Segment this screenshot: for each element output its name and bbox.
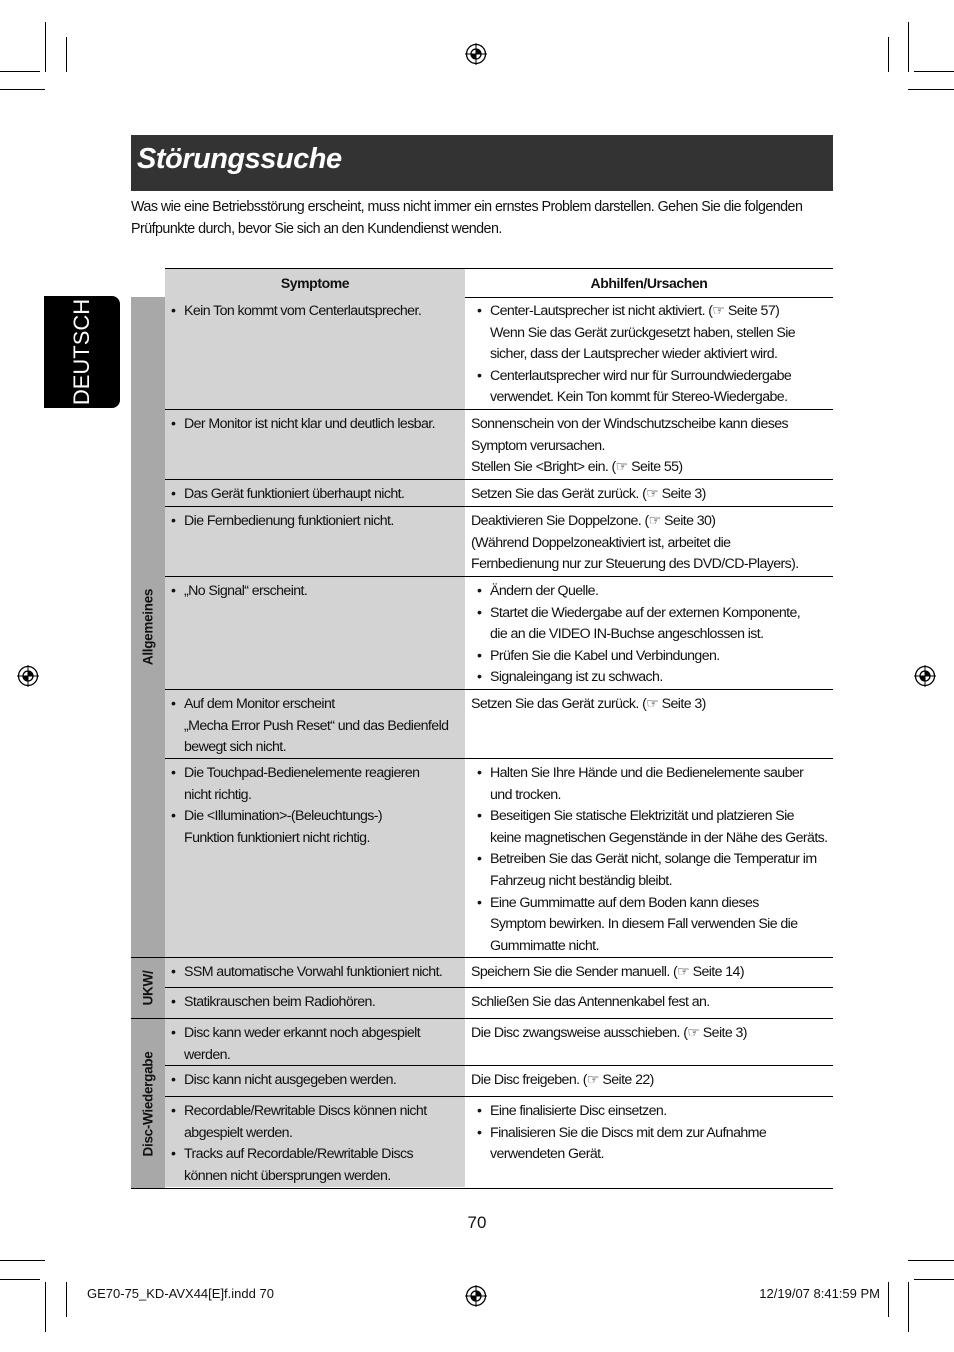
symptom-item: • Tracks auf Recordable/Rewritable Discs können nicht übersprungen werden. xyxy=(165,1144,465,1187)
remedy-item: • Betreiben Sie das Gerät nicht, solange die Temperatur im Fahrzeug nicht beständig bleibt. xyxy=(471,849,833,892)
table-row xyxy=(165,958,833,988)
remedy-cell xyxy=(465,958,833,987)
table-bottom-rule xyxy=(131,1188,833,1189)
remedy-item: Deaktivieren Sie Doppelzone. (☞ Seite 30) (Während Doppelzoneaktiviert ist, arbeitet die Fernbedienung nur zur Steuerung des DVD/CD-Players). xyxy=(471,513,799,573)
remedy-item: • Centerlautsprecher wird nur für Surroundwiedergabe verwendet. Kein Ton kommt für Stereo-Wiedergabe. xyxy=(471,366,833,409)
symptom-item: • Disc kann nicht ausgegeben werden. xyxy=(165,1070,465,1092)
section-label xyxy=(131,297,165,957)
section-label-text: UKW/ xyxy=(140,970,156,1006)
remedy-item: • Halten Sie Ihre Hände und die Bedienelemente sauber und trocken. xyxy=(471,763,833,806)
symptom-cell xyxy=(165,1019,465,1065)
remedy-cell xyxy=(465,297,833,409)
remedy-item: • Finalisieren Sie die Discs mit dem zur Aufnahme verwendeten Gerät. xyxy=(471,1123,833,1166)
crop-mark xyxy=(0,1279,40,1280)
registration-mark-icon xyxy=(465,1285,487,1307)
language-tab xyxy=(44,296,120,408)
crop-mark xyxy=(888,37,889,72)
table-row xyxy=(165,1097,833,1187)
title-bar xyxy=(131,135,833,191)
symptom-item: • SSM automatische Vorwahl funktioniert nicht. xyxy=(165,962,465,984)
crop-mark xyxy=(908,1282,909,1332)
table-row xyxy=(165,690,833,759)
remedy-item: Schließen Sie das Antennenkabel fest an. xyxy=(471,994,710,1010)
table-header xyxy=(165,268,833,298)
symptom-item: • Die Touchpad-Bedienelemente reagieren nicht richtig. xyxy=(165,763,465,806)
remedy-cell xyxy=(465,690,833,758)
crop-mark xyxy=(914,71,954,72)
table-row xyxy=(165,1019,833,1066)
symptom-item: • Recordable/Rewritable Discs können nicht abgespielt werden. xyxy=(165,1101,465,1144)
table-row xyxy=(165,480,833,507)
symptom-cell xyxy=(165,1066,465,1096)
footer-file-info: GE70-75_KD-AVX44[E]f.indd 70 xyxy=(87,1286,274,1301)
remedy-cell xyxy=(465,410,833,479)
remedy-item: • Signaleingang ist zu schwach. xyxy=(471,667,833,689)
remedy-cell xyxy=(465,759,833,957)
remedy-item: Die Disc zwangsweise ausschieben. (☞ Seite 3) xyxy=(471,1025,747,1041)
table-row xyxy=(165,577,833,690)
table-row xyxy=(165,410,833,480)
crop-mark xyxy=(908,1260,954,1261)
header-remedies: Abhilfen/Ursachen xyxy=(590,275,708,291)
remedy-item: • Eine Gummimatte auf dem Boden kann dieses Symptom bewirken. In diesem Fall verwenden Sie die Gummimatte nicht. xyxy=(471,893,833,958)
symptom-item: • Der Monitor ist nicht klar und deutlich lesbar. xyxy=(165,414,465,436)
crop-mark xyxy=(888,1282,889,1317)
crop-mark xyxy=(0,89,45,90)
table-row xyxy=(165,507,833,577)
table-row xyxy=(165,759,833,958)
remedy-item: Setzen Sie das Gerät zurück. (☞ Seite 3) xyxy=(471,486,706,502)
remedy-item: Speichern Sie die Sender manuell. (☞ Seite 14) xyxy=(471,964,744,980)
symptom-item: • Kein Ton kommt vom Centerlautsprecher. xyxy=(165,301,465,323)
remedy-cell xyxy=(465,1066,833,1096)
section-label-text: Disc-Wiedergabe xyxy=(140,1051,156,1156)
symptom-item: • Auf dem Monitor erscheint „Mecha Error Push Reset“ und das Bedienfeld bewegt sich nicht. xyxy=(165,694,465,759)
crop-mark xyxy=(914,1279,954,1280)
symptom-item: • „No Signal“ erscheint. xyxy=(165,581,465,603)
section-label xyxy=(131,958,165,1018)
symptom-item: • Das Gerät funktioniert überhaupt nicht. xyxy=(165,484,465,506)
intro-text: Was wie eine Betriebsstörung erscheint, muss nicht immer ein ernstes Problem darstellen. Gehen Sie die folgenden Prüfpunkte durch, bevor Sie sich an den Kundendienst wenden. xyxy=(131,199,803,237)
crop-mark xyxy=(908,22,909,72)
remedy-item: • Center-Lautsprecher ist nicht aktiviert. (☞ Seite 57) Wenn Sie das Gerät zurückgesetzt haben, stellen Sie sicher, dass der Lautsprecher wieder aktiviert wird. xyxy=(471,301,833,366)
symptom-cell xyxy=(165,480,465,506)
crop-mark xyxy=(908,89,954,90)
remedy-item: • Prüfen Sie die Kabel und Verbindungen. xyxy=(471,646,833,668)
symptom-cell xyxy=(165,988,465,1018)
symptom-cell xyxy=(165,1097,465,1187)
crop-mark xyxy=(45,1282,46,1332)
symptom-cell xyxy=(165,297,465,409)
crop-mark xyxy=(45,22,46,72)
section-label-text: Allgemeines xyxy=(140,588,156,666)
language-tab-label: DEUTSCH xyxy=(69,298,94,406)
footer-timestamp: 12/19/07 8:41:59 PM xyxy=(759,1286,880,1301)
remedy-cell xyxy=(465,1019,833,1065)
symptom-cell xyxy=(165,690,465,758)
symptom-cell xyxy=(165,410,465,479)
crop-mark xyxy=(66,1282,67,1317)
remedy-cell xyxy=(465,988,833,1018)
symptom-cell xyxy=(165,507,465,576)
page-title: Störungssuche xyxy=(137,143,342,175)
crop-mark xyxy=(66,37,67,72)
symptom-cell xyxy=(165,759,465,957)
symptom-item: • Die Fernbedienung funktioniert nicht. xyxy=(165,511,465,533)
header-symptoms: Symptome xyxy=(165,269,465,297)
remedy-cell xyxy=(465,577,833,689)
symptom-cell xyxy=(165,958,465,987)
symptom-item: • Disc kann weder erkannt noch abgespielt werden. xyxy=(165,1023,465,1066)
remedy-item: • Beseitigen Sie statische Elektrizität und platzieren Sie keine magnetischen Gegenstände in der Nähe des Geräts. xyxy=(471,806,833,849)
remedy-item: • Ändern der Quelle. xyxy=(471,581,833,603)
remedy-item: Die Disc freigeben. (☞ Seite 22) xyxy=(471,1072,654,1088)
remedy-item: Sonnenschein von der Windschutzscheibe kann dieses Symptom verursachen. Stellen Sie <Bright> ein. (☞ Seite 55) xyxy=(471,416,789,476)
symptom-item: • Statikrauschen beim Radiohören. xyxy=(165,992,465,1014)
registration-mark-icon xyxy=(465,43,487,65)
registration-mark-icon xyxy=(914,665,936,687)
remedy-cell xyxy=(465,507,833,576)
remedy-item: • Startet die Wiedergabe auf der externen Komponente, die an die VIDEO IN-Buchse angeschlossen ist. xyxy=(471,603,833,646)
remedy-item: • Eine finalisierte Disc einsetzen. xyxy=(471,1101,833,1123)
remedy-cell xyxy=(465,1097,833,1187)
section-label xyxy=(131,1019,165,1188)
symptom-item: • Die <Illumination>-(Beleuchtungs-) Funktion funktioniert nicht richtig. xyxy=(165,806,465,849)
remedy-cell xyxy=(465,480,833,506)
registration-mark-icon xyxy=(17,665,39,687)
symptom-cell xyxy=(165,577,465,689)
remedy-item: Setzen Sie das Gerät zurück. (☞ Seite 3) xyxy=(471,696,706,712)
table-row xyxy=(165,297,833,410)
crop-mark xyxy=(0,71,40,72)
page-number: 70 xyxy=(467,1213,487,1232)
crop-mark xyxy=(0,1260,45,1261)
table-row xyxy=(165,988,833,1019)
table-row xyxy=(165,1066,833,1097)
